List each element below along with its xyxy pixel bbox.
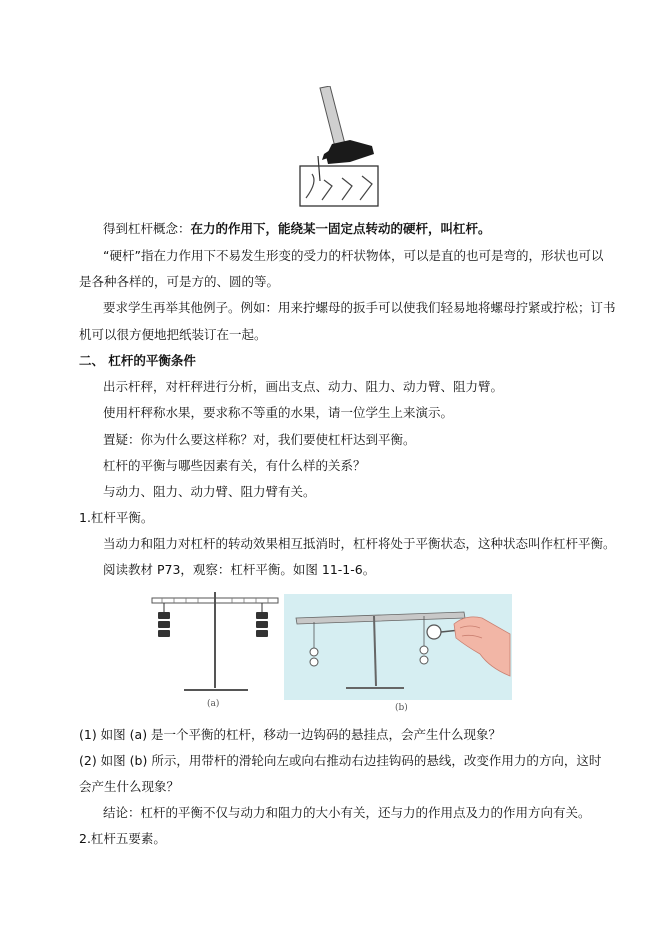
hard-bar-line1: “硬杆”指在力作用下不易发生形变的受力的杆状物体，可以是直的也可是弯的，形状也可以 — [103, 248, 604, 263]
para-2: 使用杆秤称水果，要求称不等重的水果，请一位学生上来演示。 — [103, 405, 454, 420]
question-1: (1) 如图 (a) 是一个平衡的杠杆，移动一边钩码的悬挂点，会产生什么现象？ — [79, 727, 502, 742]
sub1-text: 当动力和阻力对杠杆的转动效果相互抵消时，杠杆将处于平衡状态，这种状态叫作杠杆平衡。 — [103, 536, 616, 551]
para-1: 出示杆秤，对杆秤进行分析，画出支点、动力、阻力、动力臂、阻力臂。 — [103, 379, 504, 394]
section-title: 二、 杠杆的平衡条件 — [79, 353, 196, 368]
sub2-title: 2.杠杆五要素。 — [79, 831, 166, 846]
para-5: 与动力、阻力、动力臂、阻力臂有关。 — [103, 484, 316, 499]
hammer-nail-figure — [298, 86, 382, 210]
caption-a: (a) — [207, 699, 220, 709]
para-3: 置疑：你为什么要这样称？对，我们要使杠杆达到平衡。 — [103, 432, 416, 447]
lever-figure-a — [150, 588, 280, 696]
hammer-nail-icon — [300, 86, 378, 206]
conclusion: 结论：杠杆的平衡不仅与动力和阻力的大小有关，还与力的作用点及力的作用方向有关。 — [103, 805, 591, 820]
question-2-line1: (2) 如图 (b) 所示，用带杆的滑轮向左或向右推动右边挂钩码的悬线，改变作用力的方向，这时 — [79, 753, 602, 768]
caption-b: (b) — [395, 703, 408, 713]
para-4: 杠杆的平衡与哪些因素有关，有什么样的关系？ — [103, 458, 366, 473]
lever-figure-b — [284, 594, 512, 700]
hard-bar-line2: 是各种各样的，可是方的、圆的等。 — [79, 274, 280, 289]
examples-line2: 机可以很方便地把纸装订在一起。 — [79, 327, 267, 342]
sub1-title: 1.杠杆平衡。 — [79, 510, 154, 525]
concept-line: 得到杠杆概念：在力的作用下，能绕某一固定点转动的硬杆，叫杠杆。 — [103, 221, 491, 236]
examples-line1: 要求学生再举其他例子。例如：用来拧螺母的扳手可以使我们轻易地将螺母拧紧或拧松；订书 — [103, 300, 616, 315]
sub1-read: 阅读教材 P73，观察：杠杆平衡。如图 11-1-6。 — [103, 562, 376, 577]
question-2-line2: 会产生什么现象？ — [79, 779, 180, 794]
